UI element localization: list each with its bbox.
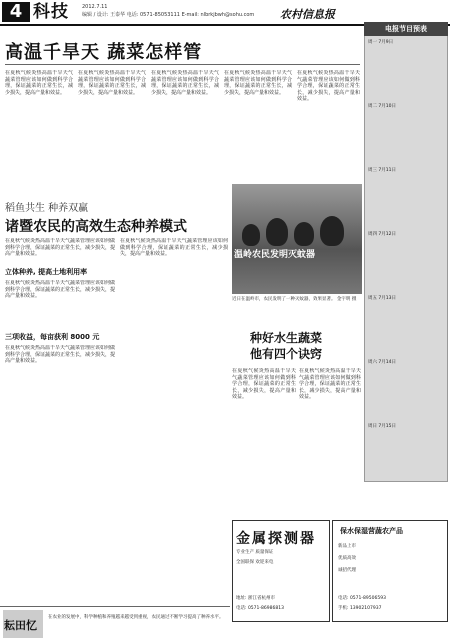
pot-shape <box>320 216 344 246</box>
article3-body-col1: 在夏秋气候炎热高温干旱天气蔬菜管理应该如何做到科学合理，保证蔬菜的正常生长，减少损失，提高产量和效益。 <box>232 368 296 400</box>
schedule-item: 周一 7月9日 <box>368 40 394 45</box>
footer-author: 耘田忆 <box>4 619 37 632</box>
ad2-title: 保水保湿营蔬农产品 <box>340 527 403 535</box>
article2-kicker: 稻鱼共生 种养双赢 <box>5 203 89 214</box>
schedule-item: 周四 7月12日 <box>368 232 397 237</box>
footer-text: 在农业的发展中，科学种植和养殖越来越受到重视，农民通过不断学习提高了种养水平。 <box>48 615 224 620</box>
ad-title: 金属探测器 <box>236 531 316 547</box>
article2-subhead-2: 三项收益，每亩获利 8000 元 <box>5 333 100 341</box>
lead-headline: 高温千旱天 蔬菜怎样管 <box>5 42 203 63</box>
photo-credit: 近日在温岭市，农民发明了一种灭蚊器，效果显著。 金宇明 摄 <box>232 297 357 302</box>
tv-schedule <box>364 22 448 482</box>
article3-headline-line1: 种好水生蔬菜 <box>250 331 323 345</box>
article3-headline-line2: 他有四个诀窍 <box>250 347 323 361</box>
photo-caption: 温岭农民发明灭蚊器 <box>234 250 316 260</box>
lead-body-col1: 在夏秋气候炎热高温干旱天气蔬菜管理应该如何做到科学合理，保证蔬菜的正常生长，减少损失，提高产量和效益。 <box>5 70 73 96</box>
ad-line: 电话: 0571-86986813 <box>236 606 284 611</box>
article2-body-b: 在夏秋气候炎热高温干旱天气蔬菜管理应该如何做到科学合理，保证蔬菜的正常生长，减少损失，提高产量和效益。 <box>5 280 115 299</box>
article2-body-c: 在夏秋气候炎热高温干旱天气蔬菜管理应该如何做到科学合理，保证蔬菜的正常生长，减少损失，提高产量和效益。 <box>5 345 115 364</box>
lead-body-col5: 在夏秋气候炎热高温干旱天气蔬菜管理应该如何做到科学合理，保证蔬菜的正常生长，减少损失，提高产量和效益。 <box>297 70 360 102</box>
article2-subhead-1: 立体种养, 提高土地利用率 <box>5 268 88 276</box>
pot-shape <box>294 222 314 246</box>
lead-body-col4: 在夏秋气候炎热高温干旱天气蔬菜管理应该如何做到科学合理，保证蔬菜的正常生长，减少损失，提高产量和效益。 <box>224 70 292 96</box>
article3-body-col2: 在夏秋气候炎热高温干旱天气蔬菜管理应该如何做到科学合理，保证蔬菜的正常生长，减少损失，提高产量和效益。 <box>299 368 361 400</box>
tv-schedule-title: 电报节目预表 <box>364 22 448 36</box>
schedule-item: 周三 7月11日 <box>368 168 397 173</box>
schedule-item: 周日 7月15日 <box>368 424 397 429</box>
ad2-line: 诚招代理 <box>338 568 356 573</box>
article2-body-a: 在夏秋气候炎热高温干旱天气蔬菜管理应该如何做到科学合理，保证蔬菜的正常生长，减少损失，提高产量和效益。 <box>5 238 115 257</box>
ad2-line: 电话: 0571-89506593 <box>338 596 386 601</box>
footer-rule <box>0 606 230 607</box>
lead-body-col3: 在夏秋气候炎热高温干旱天气蔬菜管理应该如何做到科学合理，保证蔬菜的正常生长，减少损失，提高产量和效益。 <box>151 70 219 96</box>
article2-body-d: 在夏秋气候炎热高温干旱天气蔬菜管理应该如何做到科学合理，保证蔬菜的正常生长，减少损失，提高产量和效益。 <box>120 238 228 257</box>
issue-date: 2012.7.11 <box>82 4 108 10</box>
ad-line: 专业生产 质量保证 <box>236 550 274 555</box>
ad2-line: 优质高效 <box>338 556 356 561</box>
section-number: 4 <box>2 2 30 22</box>
lead-body-col2: 在夏秋气候炎热高温干旱天气蔬菜管理应该如何做到科学合理，保证蔬菜的正常生长，减少损失，提高产量和效益。 <box>78 70 146 96</box>
pot-shape <box>242 224 260 246</box>
pot-shape <box>266 218 288 246</box>
schedule-item: 周二 7月10日 <box>368 104 397 109</box>
ad-line: 全国联保 欢迎来电 <box>236 560 274 565</box>
schedule-item: 周五 7月13日 <box>368 296 397 301</box>
section-title: 科技 <box>33 2 69 22</box>
article3-headline <box>250 330 322 362</box>
editor-info: 编辑 / 设计: 王泰华 电话: 0571-85053111 E-mail: nlbrkjbwh@sohu.com <box>82 12 255 18</box>
ad2-line: 手机: 13902107937 <box>338 606 382 611</box>
paper-logo: 农村信息报 <box>280 8 335 21</box>
schedule-item: 周六 7月14日 <box>368 360 397 365</box>
ad2-line: 新品上市 <box>338 544 356 549</box>
news-photo <box>232 184 362 294</box>
lead-rule <box>5 64 360 65</box>
article2-headline: 诸暨农民的高效生态种养模式 <box>5 219 187 235</box>
ad-line: 地址: 浙江省杭州市 <box>236 596 275 601</box>
